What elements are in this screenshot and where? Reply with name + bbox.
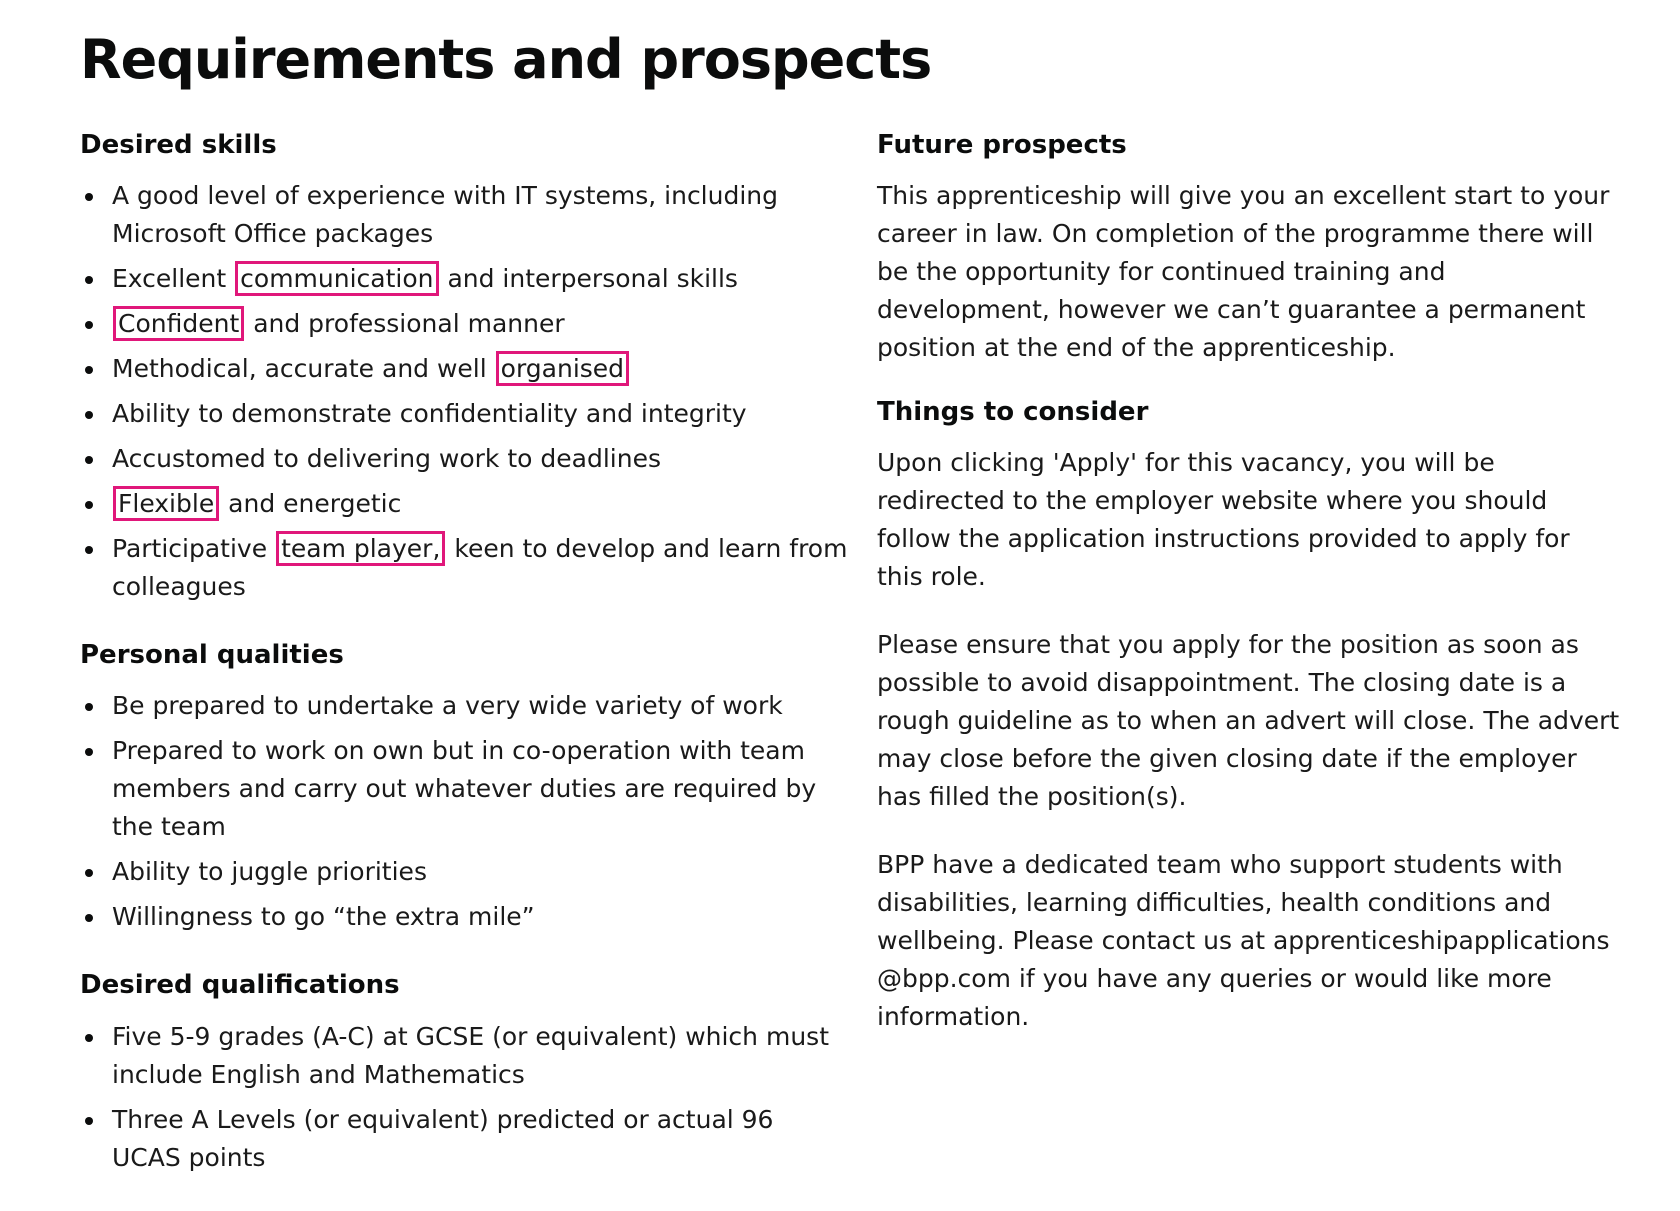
bullet-icon bbox=[85, 411, 93, 419]
bullet-icon bbox=[85, 456, 93, 464]
apply-redirect-paragraph: Upon clicking 'Apply' for this vacancy, you will be redirected to the employer website where you should follow the application instructions provided to apply for this role. bbox=[877, 448, 1570, 592]
contact-email: apprenticeshipapplications@bpp.com bbox=[877, 926, 1610, 994]
highlighted-keyword: Confident bbox=[113, 306, 244, 341]
desired-qualifications-heading: Desired qualifications bbox=[80, 970, 400, 1001]
list-item bbox=[80, 440, 850, 478]
list-item-text: Three A Levels (or equivalent) predicted or actual 96 UCAS points bbox=[112, 1104, 774, 1172]
highlighted-keyword: organised bbox=[496, 351, 629, 386]
bullet-icon bbox=[85, 501, 93, 509]
bullet-icon bbox=[85, 914, 93, 922]
personal-qualities-section bbox=[80, 640, 850, 936]
list-item-text: keen to develop and learn from colleagues bbox=[112, 534, 848, 602]
future-prospects-heading: Future prospects bbox=[877, 130, 1127, 160]
bullet-icon bbox=[85, 321, 93, 329]
bullet-icon bbox=[85, 748, 93, 756]
list-item bbox=[80, 530, 850, 606]
bullet-icon bbox=[85, 1117, 93, 1125]
list-item-text: Prepared to work on own but in co-operation with team members and carry out whatever duties are required by the team bbox=[112, 736, 817, 842]
left-column bbox=[80, 130, 850, 1211]
list-item bbox=[80, 1101, 850, 1177]
list-item bbox=[80, 395, 850, 433]
list-item-text: Ability to demonstrate confidentiality and integrity bbox=[112, 399, 747, 429]
things-to-consider-section bbox=[877, 397, 1622, 1036]
bullet-icon bbox=[85, 703, 93, 711]
list-item bbox=[80, 1018, 850, 1094]
future-prospects-section bbox=[877, 130, 1622, 367]
desired-skills-heading: Desired skills bbox=[80, 130, 277, 160]
list-item-text: and interpersonal skills bbox=[439, 264, 738, 294]
list-item bbox=[80, 732, 850, 846]
list-item-text: Accustomed to delivering work to deadlines bbox=[112, 444, 661, 474]
list-item bbox=[80, 350, 850, 388]
personal-qualities-heading: Personal qualities bbox=[80, 640, 344, 671]
future-prospects-text: This apprenticeship will give you an excellent start to your career in law. On completion of the programme there will be the opportunity for continued training and development, however we can’t guarantee a permanent position at the end of the apprenticeship. bbox=[877, 181, 1610, 363]
bullet-icon bbox=[85, 869, 93, 877]
desired-skills-list bbox=[80, 177, 850, 606]
things-to-consider-heading: Things to consider bbox=[877, 397, 1149, 428]
list-item bbox=[80, 485, 850, 523]
personal-qualities-list bbox=[80, 687, 850, 936]
list-item bbox=[80, 853, 850, 891]
list-item-text: A good level of experience with IT systems, including Microsoft Office packages bbox=[112, 181, 779, 249]
list-item-text: and professional manner bbox=[245, 309, 565, 339]
bullet-icon bbox=[85, 366, 93, 374]
list-item-text: Ability to juggle priorities bbox=[112, 857, 427, 887]
desired-skills-section bbox=[80, 130, 850, 606]
bullet-icon bbox=[85, 1034, 93, 1042]
list-item-text: Willingness to go “the extra mile” bbox=[112, 902, 535, 932]
bullet-icon bbox=[85, 193, 93, 201]
desired-qualifications-list bbox=[80, 1018, 850, 1177]
list-item bbox=[80, 898, 850, 936]
bullet-icon bbox=[85, 276, 93, 284]
desired-qualifications-section bbox=[80, 970, 850, 1176]
list-item-text: Methodical, accurate and well bbox=[112, 354, 495, 384]
list-item-text: Excellent bbox=[112, 264, 235, 294]
list-item bbox=[80, 177, 850, 253]
page-title: Requirements and prospects bbox=[80, 28, 932, 91]
highlighted-keyword: Flexible bbox=[113, 486, 219, 521]
support-paragraph bbox=[877, 846, 1622, 1036]
list-item-text: Five 5-9 grades (A-C) at GCSE (or equivalent) which must include English and Mathematics bbox=[112, 1021, 829, 1089]
list-item-text: and energetic bbox=[220, 489, 402, 519]
right-column bbox=[877, 130, 1622, 1066]
highlighted-keyword: communication bbox=[235, 261, 438, 296]
bullet-icon bbox=[85, 546, 93, 554]
closing-date-paragraph: Please ensure that you apply for the position as soon as possible to avoid disappointment. The closing date is a rough guideline as to when an advert will close. The advert may close before the given closing date if the employer has filled the position(s). bbox=[877, 630, 1620, 812]
list-item bbox=[80, 687, 850, 725]
support-text: BPP have a dedicated team who support students with disabilities, learning difficulties, health conditions and wellbeing. Please contact us at bbox=[877, 850, 1563, 956]
list-item-text: Be prepared to undertake a very wide variety of work bbox=[112, 691, 783, 721]
list-item-text: Participative bbox=[112, 534, 276, 564]
highlighted-keyword: team player, bbox=[276, 531, 445, 566]
list-item bbox=[80, 260, 850, 298]
list-item bbox=[80, 305, 850, 343]
support-text-end: if you have any queries or would like more information. bbox=[877, 964, 1552, 1032]
